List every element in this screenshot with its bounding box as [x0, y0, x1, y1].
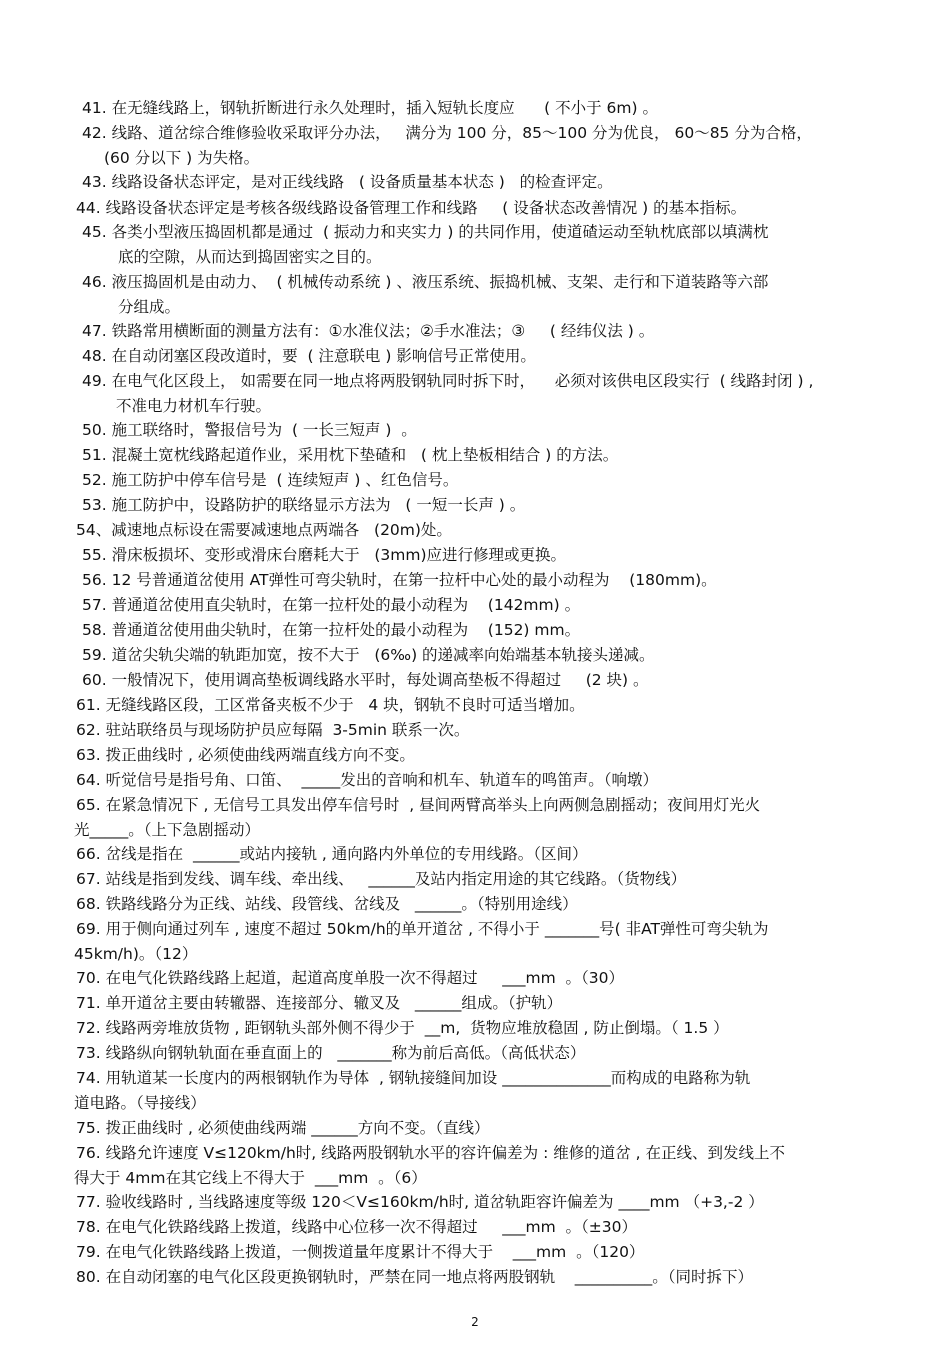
question-text-continuation: 底的空隙，从而达到捣固密实之目的。	[118, 248, 382, 266]
question-item	[76, 1016, 906, 1041]
question-text: 驻站联络员与现场防护员应每隔 3-5min 联系一次。	[100, 721, 470, 739]
question-text: 在电气化铁路线路上拨道，一侧拨道量年度累计不得大于 ___mm 。（120）	[100, 1243, 645, 1261]
question-number: 61.	[76, 696, 101, 714]
question-text: 线路两旁堆放货物 , 距钢轨头部外侧不得少于 __m, 货物应堆放稳固 , 防止倒塌。（ 1.5 ）	[100, 1019, 729, 1037]
question-text-continuation: 得大于 4mm在其它线上不得大于 ___mm 。（6）	[74, 1169, 427, 1187]
question-text: 各类小型液压捣固机都是通过 ( 振动力和夹实力 ) 的共同作用，使道碴运动至轨枕底部以填满枕	[106, 223, 769, 241]
question-text-continuation: 分组成。	[118, 298, 181, 316]
question-text-continuation: 45km/h)。（12）	[74, 945, 198, 963]
question-text: 在无缝线路上，钢轨折断进行永久处理时，插入短轨长度应 ( 不小于 6m) 。	[106, 99, 658, 117]
question-item	[82, 468, 912, 493]
question-item	[76, 966, 906, 991]
question-number: 77.	[76, 1193, 101, 1211]
question-text: 用轨道某一长度内的两根钢轨作为导体 , 钢轨接缝间加设 ______________而构成的电路称为轨	[100, 1069, 751, 1087]
question-text: 在自动闭塞的电气化区段更换钢轨时，严禁在同一地点将两股钢轨 __________。（同时拆下）	[100, 1268, 754, 1286]
question-item	[82, 568, 912, 593]
question-number: 47.	[82, 322, 107, 340]
question-text: 液压捣固机是由动力、 ( 机械传动系统 ) 、液压系统、振捣机械、支架、走行和下道装路等六部	[106, 273, 769, 291]
question-text: 普通道岔使用曲尖轨时，在第一拉杆处的最小动程为 (152) mm。	[106, 621, 581, 639]
question-item	[82, 319, 912, 344]
question-item	[76, 842, 906, 867]
question-item	[76, 743, 906, 768]
question-text: 无缝线路区段，工区常备夹板不少于 4 块，钢轨不良时可适当增加。	[100, 696, 585, 714]
question-item	[82, 270, 912, 316]
question-text: 12 号普通道岔使用 AT弹性可弯尖轨时，在第一拉杆中心处的最小动程为 (180mm)。	[106, 571, 717, 589]
question-item	[82, 418, 912, 443]
question-item	[74, 1066, 906, 1112]
question-item	[76, 1116, 906, 1141]
question-number: 68.	[76, 895, 101, 913]
question-item	[82, 344, 912, 369]
question-item	[76, 991, 906, 1016]
question-text: 拨正曲线时 , 必须使曲线两端 ______方向不变。（直线）	[100, 1119, 490, 1137]
question-text: 普通道岔使用直尖轨时，在第一拉杆处的最小动程为 (142mm) 。	[106, 596, 581, 614]
question-number: 44.	[76, 199, 101, 217]
question-number: 53.	[82, 496, 107, 514]
question-number: 78.	[76, 1218, 101, 1236]
question-text-continuation: 不准电力材机车行驶。	[116, 397, 272, 415]
question-text-continuation: 道电路。（导接线）	[74, 1094, 206, 1112]
question-number: 46.	[82, 273, 107, 291]
question-item	[82, 170, 912, 195]
question-text: 线路纵向钢轨轨面在垂直面上的 _______称为前后高低。（高低状态）	[100, 1044, 586, 1062]
question-number: 65.	[76, 796, 101, 814]
question-number: 50.	[82, 421, 107, 439]
question-item	[82, 543, 912, 568]
question-number: 80.	[76, 1268, 101, 1286]
question-number: 73.	[76, 1044, 101, 1062]
question-number: 67.	[76, 870, 101, 888]
question-text: 线路设备状态评定，是对正线线路 ( 设备质量基本状态 ) 的检查评定。	[106, 173, 613, 191]
question-item	[82, 668, 912, 693]
question-text: 线路设备状态评定是考核各级线路设备管理工作和线路 ( 设备状态改善情况 ) 的基本指标。	[100, 199, 747, 217]
question-text: 混凝土宽枕线路起道作业，采用枕下垫碴和 ( 枕上垫板相结合 ) 的方法。	[106, 446, 619, 464]
question-text: 听觉信号是指号角、口笛、 _____发出的音响和机车、轨道车的鸣笛声。（响墩）	[100, 771, 658, 789]
question-item	[76, 196, 906, 221]
question-text: 在电气化铁路线路上拨道，线路中心位移一次不得超过 ___mm 。（±30）	[100, 1218, 637, 1236]
question-text: 在电气化铁路线路上起道，起道高度单股一次不得超过 ___mm 。（30）	[100, 969, 624, 987]
question-number: 62.	[76, 721, 101, 739]
question-item	[82, 493, 912, 518]
question-text: 岔线是指在 ______或站内接轨 , 通向路内外单位的专用线路。（区间）	[100, 845, 588, 863]
question-item	[76, 768, 906, 793]
question-number: 54、	[76, 521, 112, 539]
question-number: 51.	[82, 446, 107, 464]
question-item	[82, 593, 912, 618]
question-number: 55.	[82, 546, 107, 564]
question-item	[82, 220, 912, 266]
question-text: 铁路常用横断面的测量方法有：①水准仪法；②手水准法；③ ( 经纬仪法 ) 。	[106, 322, 655, 340]
question-text: 施工防护中，设路防护的联络显示方法为 ( 一短一长声 ) 。	[106, 496, 526, 514]
question-number: 48.	[82, 347, 107, 365]
question-number: 59.	[82, 646, 107, 664]
question-item	[76, 693, 906, 718]
question-text: 验收线路时 , 当线路速度等级 120＜V≤160km/h时, 道岔轨距容许偏差为 ____mm （+3,-2 ）	[100, 1193, 764, 1211]
question-item	[76, 1215, 906, 1240]
question-number: 71.	[76, 994, 101, 1012]
question-text: 线路允许速度 V≤120km/h时, 线路两股钢轨水平的容许偏差为 : 维修的道岔 , 在正线、到发线上不	[100, 1144, 786, 1162]
question-number: 75.	[76, 1119, 101, 1137]
question-text-continuation: (60 分以下 ) 为失格。	[104, 149, 260, 167]
question-number: 64.	[76, 771, 101, 789]
question-number: 56.	[82, 571, 107, 589]
question-item	[74, 917, 906, 963]
question-text-continuation: 光_____。（上下急剧摇动）	[74, 821, 261, 839]
question-item	[74, 1141, 906, 1187]
question-text: 站线是指到发线、调车线、牵出线、 ______及站内指定用途的其它线路。（货物线）	[100, 870, 687, 888]
question-number: 74.	[76, 1069, 101, 1087]
question-item	[82, 96, 912, 121]
question-item	[76, 518, 906, 543]
question-number: 69.	[76, 920, 101, 938]
question-text: 施工防护中停车信号是 ( 连续短声 ) 、红色信号。	[106, 471, 459, 489]
question-number: 42.	[82, 124, 107, 142]
question-text: 在紧急情况下 , 无信号工具发出停车信号时 , 昼间两臂高举头上向两侧急剧摇动；夜间用灯光火	[100, 796, 761, 814]
question-text: 减速地点标设在需要减速地点两端各 (20m)处。	[111, 521, 452, 539]
question-number: 45.	[82, 223, 107, 241]
question-text: 道岔尖轨尖端的轨距加宽，按不大于 (6‰) 的递减率向始端基本轨接头递减。	[106, 646, 655, 664]
question-text: 用于侧向通过列车 , 速度不超过 50km/h的单开道岔 , 不得小于 _______号( 非AT弹性可弯尖轨为	[100, 920, 769, 938]
page-number: 2	[471, 1315, 479, 1329]
question-item	[82, 121, 912, 167]
question-number: 60.	[82, 671, 107, 689]
question-number: 57.	[82, 596, 107, 614]
question-number: 79.	[76, 1243, 101, 1261]
question-number: 49.	[82, 372, 107, 390]
question-number: 41.	[82, 99, 107, 117]
question-item	[76, 1240, 906, 1265]
question-number: 52.	[82, 471, 107, 489]
question-text: 滑床板损坏、变形或滑床台磨耗大于 (3mm)应进行修理或更换。	[106, 546, 567, 564]
question-text: 铁路线路分为正线、站线、段管线、岔线及 ______。（特别用途线）	[100, 895, 578, 913]
question-item	[82, 443, 912, 468]
question-number: 58.	[82, 621, 107, 639]
question-item	[76, 1190, 906, 1215]
question-item	[82, 369, 912, 415]
question-item	[82, 618, 912, 643]
question-number: 72.	[76, 1019, 101, 1037]
question-text: 在自动闭塞区段改道时，要 ( 注意联电 ) 影响信号正常使用。	[106, 347, 536, 365]
question-number: 63.	[76, 746, 101, 764]
question-number: 76.	[76, 1144, 101, 1162]
question-item	[76, 718, 906, 743]
question-text: 线路、道岔综合维修验收采取评分办法， 满分为 100 分，85～100 分为优良， 60～85 分为合格，	[106, 124, 812, 142]
question-item	[76, 1265, 906, 1290]
question-text: 单开道岔主要由转辙器、连接部分、辙叉及 ______组成。（护轨）	[100, 994, 563, 1012]
question-text: 在电气化区段上， 如需要在同一地点将两股钢轨同时拆下时， 必须对该供电区段实行 ( 线路封闭 ) ,	[106, 372, 814, 390]
question-item	[82, 643, 912, 668]
question-number: 70.	[76, 969, 101, 987]
question-text: 一般情况下，使用调高垫板调线路水平时，每处调高垫板不得超过 (2 块) 。	[106, 671, 649, 689]
question-item	[76, 867, 906, 892]
question-item	[76, 892, 906, 917]
question-text: 拨正曲线时 , 必须使曲线两端直线方向不变。	[100, 746, 415, 764]
question-number: 66.	[76, 845, 101, 863]
question-item	[76, 1041, 906, 1066]
question-text: 施工联络时，警报信号为 ( 一长三短声 ) 。	[106, 421, 417, 439]
question-number: 43.	[82, 173, 107, 191]
question-item	[74, 793, 906, 839]
